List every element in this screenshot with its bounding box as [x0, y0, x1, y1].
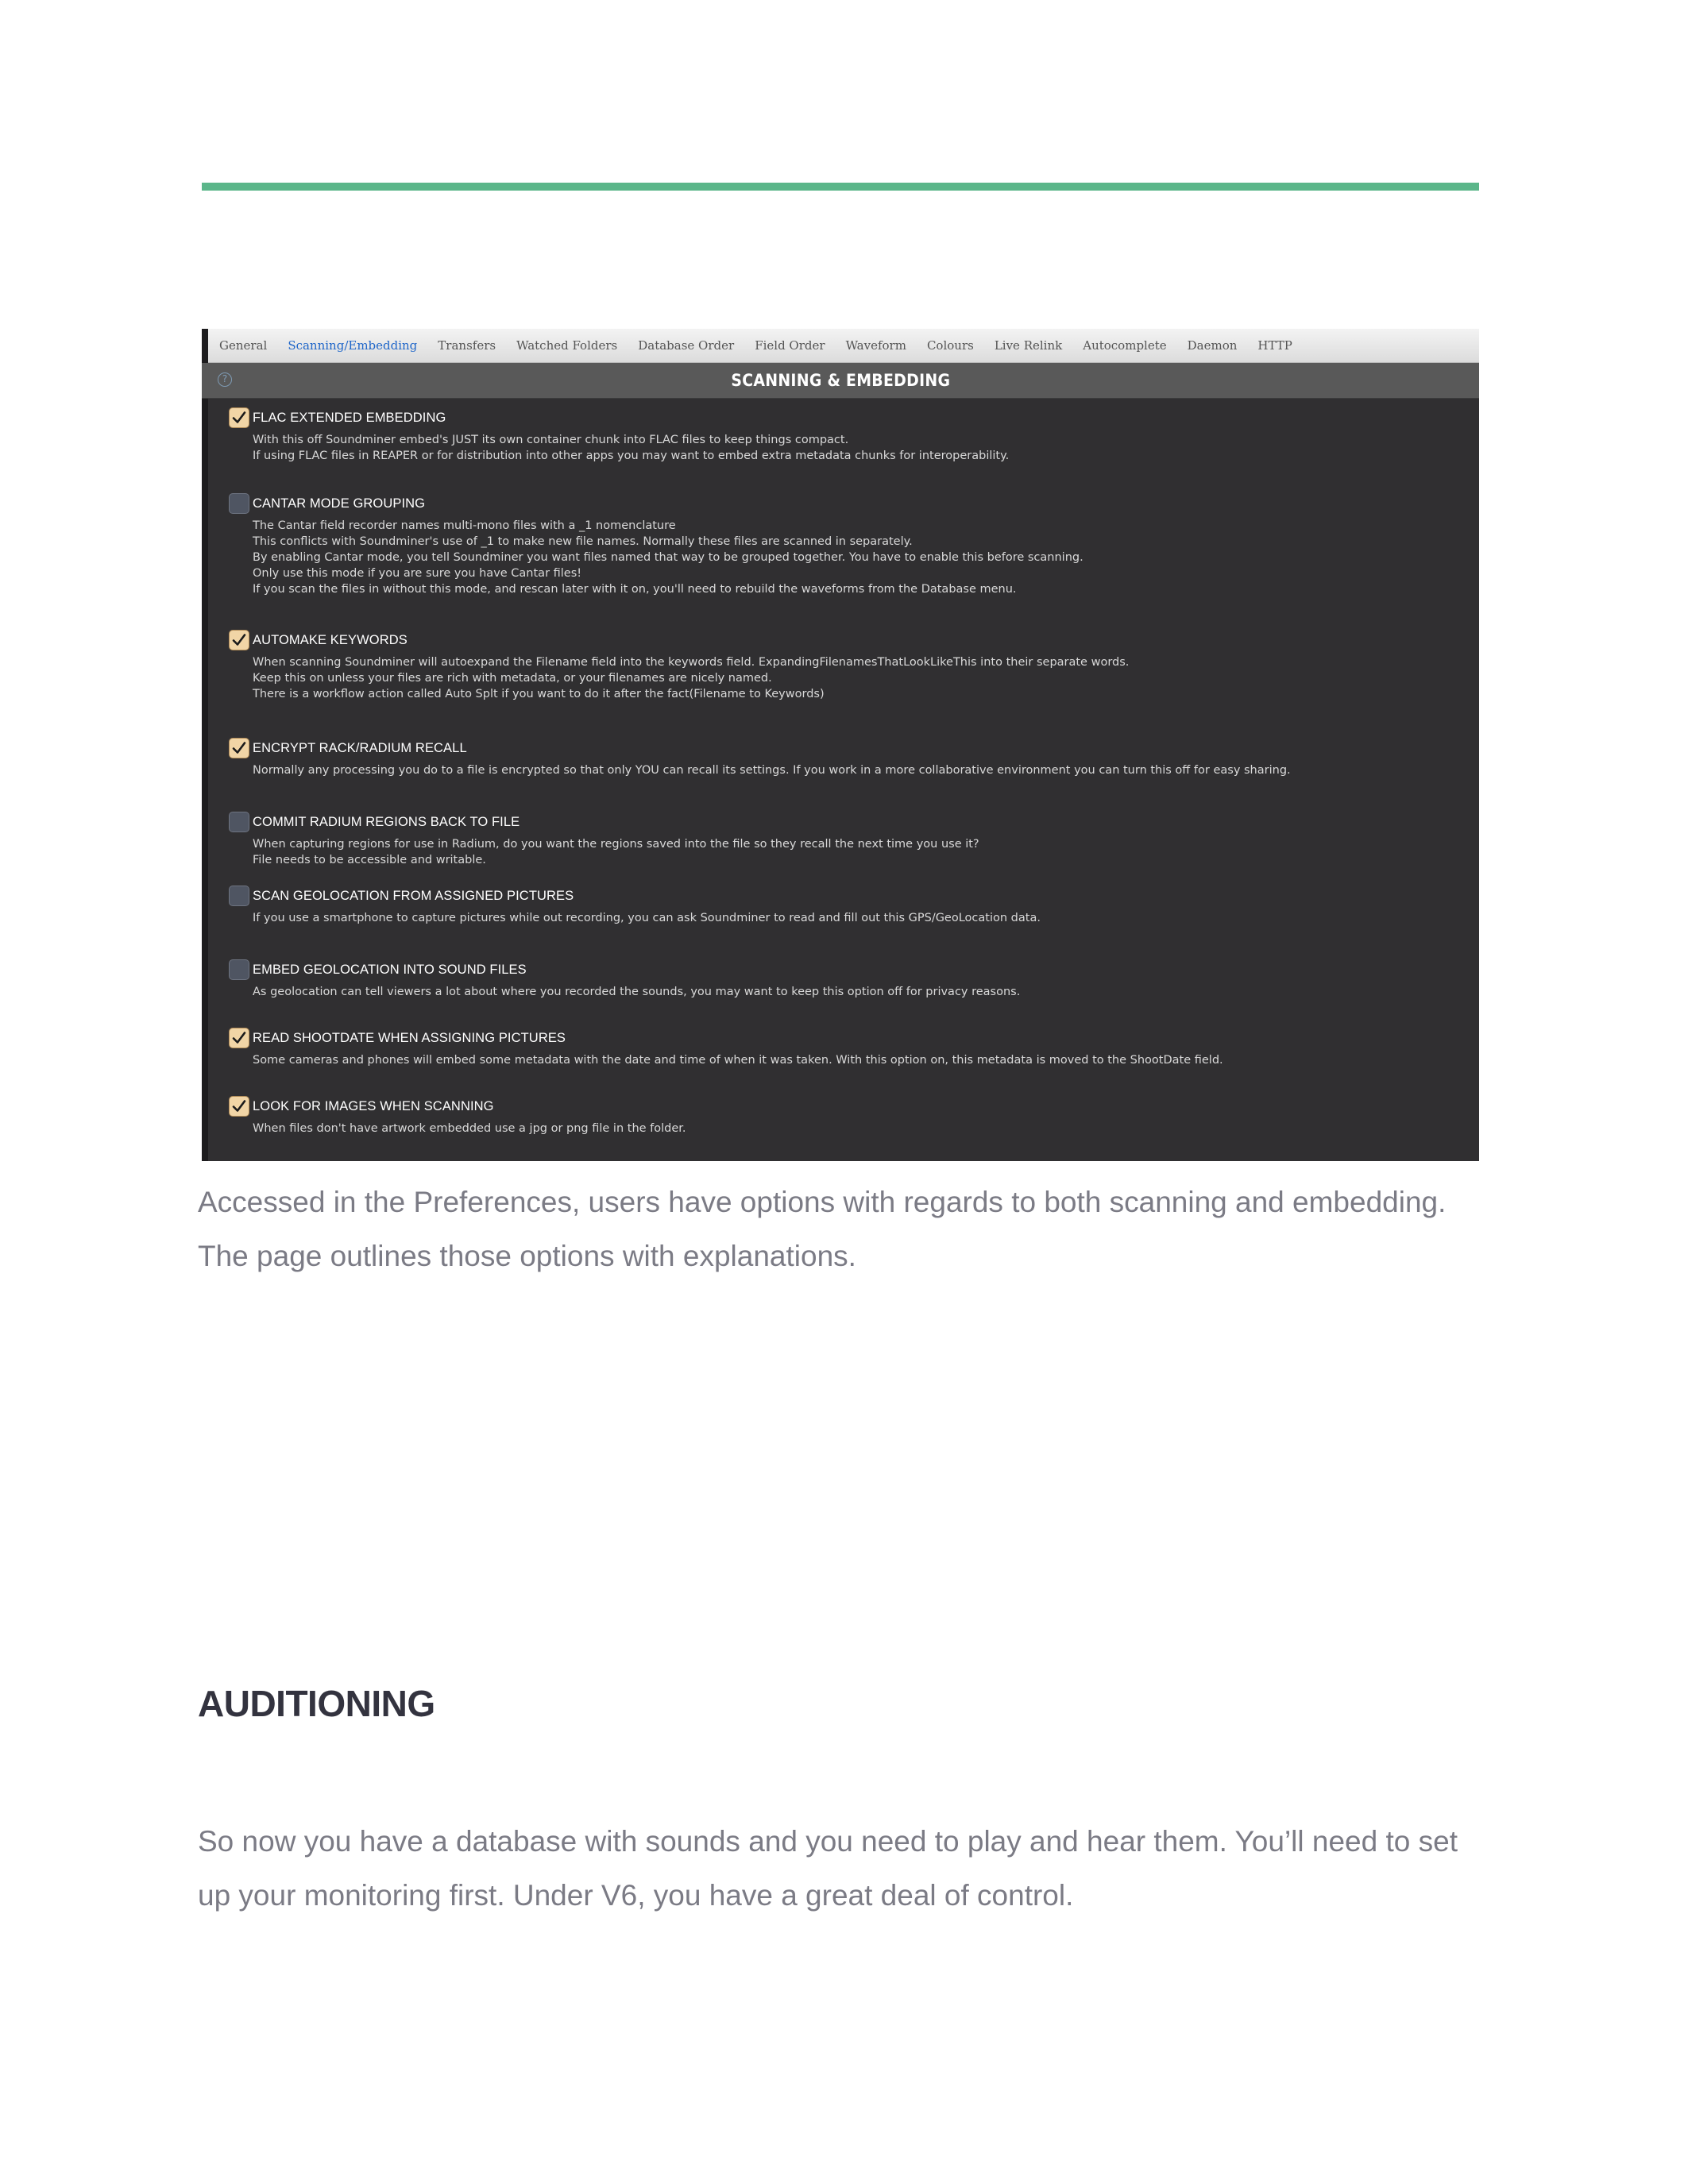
option-label: CANTAR MODE GROUPING — [253, 496, 426, 511]
description-line: The Cantar field recorder names multi-mono files with a _1 nomenclature — [253, 519, 676, 532]
option-commit-radium-regions — [229, 811, 1463, 868]
description-line: Only use this mode if you are sure you have Cantar files! — [253, 567, 582, 580]
checkbox-unchecked[interactable] — [229, 812, 249, 832]
option-description — [253, 518, 1463, 597]
description-line: Normally any processing you do to a file is encrypted so that only YOU can recall its settings. If you work in a more collaborative environment you can turn this off for easy sharing. — [253, 764, 1291, 777]
option-label: EMBED GEOLOCATION INTO SOUND FILES — [253, 962, 527, 977]
option-description — [253, 762, 1463, 778]
body-line: So now you have a database with sounds and you need to play and hear them. You’ll need to set — [198, 1825, 1458, 1858]
description-line: If you scan the files in without this mode, and rescan later with it on, you'll need to rebuild the waveforms from the Database menu. — [253, 583, 1017, 596]
option-description — [253, 654, 1463, 702]
option-flac-extended-embedding — [229, 407, 1463, 464]
description-line: Some cameras and phones will embed some metadata with the date and time of when it was taken. With this option on, this metadata is moved to the ShootDate field. — [253, 1054, 1223, 1067]
description-line: If using FLAC files in REAPER or for distribution into other apps you may want to embed extra metadata chunks for interoperability. — [253, 450, 1010, 462]
option-label: AUTOMAKE KEYWORDS — [253, 632, 408, 647]
option-cantar-mode-grouping — [229, 492, 1463, 597]
option-label: READ SHOOTDATE WHEN ASSIGNING PICTURES — [253, 1030, 566, 1045]
screenshot-caption — [198, 1175, 1493, 1283]
description-line: Keep this on unless your files are rich with metadata, or your filenames are nicely named. — [253, 672, 772, 685]
option-label: LOOK FOR IMAGES WHEN SCANNING — [253, 1098, 494, 1113]
option-scan-geolocation — [229, 885, 1463, 926]
checkmark-icon — [231, 632, 247, 648]
tab-transfers[interactable]: Transfers — [438, 338, 496, 353]
caption-line: Accessed in the Preferences, users have options with regards to both scanning and embedding. — [198, 1186, 1447, 1218]
checkbox-checked[interactable] — [229, 630, 249, 650]
checkmark-icon — [231, 740, 247, 756]
panel-title: SCANNING & EMBEDDING — [731, 371, 950, 390]
help-icon[interactable]: ? — [218, 372, 232, 387]
window-edge — [202, 329, 208, 1161]
option-automake-keywords — [229, 629, 1463, 702]
option-label: ENCRYPT RACK/RADIUM RECALL — [253, 740, 467, 755]
description-line: There is a workflow action called Auto Splt if you want to do it after the fact(Filename to Keywords) — [253, 688, 825, 700]
checkmark-icon — [231, 1030, 247, 1046]
tab-general[interactable]: General — [219, 338, 268, 353]
preferences-tab-bar — [202, 329, 1479, 363]
section-body — [198, 1815, 1493, 1923]
description-line: This conflicts with Soundminer's use of _1 to make new file names. Normally these files are scanned in separately. — [253, 535, 913, 548]
option-embed-geolocation — [229, 959, 1463, 1000]
tab-colours[interactable]: Colours — [926, 338, 974, 353]
option-label: COMMIT RADIUM REGIONS BACK TO FILE — [253, 814, 520, 829]
option-description — [253, 836, 1463, 868]
tab-watched-folders[interactable]: Watched Folders — [516, 338, 618, 353]
checkbox-unchecked[interactable] — [229, 959, 249, 980]
tab-scanning-embedding[interactable]: Scanning/Embedding — [288, 338, 418, 353]
description-line: File needs to be accessible and writable. — [253, 854, 486, 866]
description-line: If you use a smartphone to capture pictures while out recording, you can ask Soundminer to read and fill out this GPS/GeoLocation data. — [253, 912, 1041, 924]
description-line: As geolocation can tell viewers a lot about where you recorded the sounds, you may want to keep this option off for privacy reasons. — [253, 986, 1021, 998]
checkmark-icon — [231, 1098, 247, 1114]
tab-waveform[interactable]: Waveform — [845, 338, 906, 353]
preferences-screenshot — [202, 329, 1479, 1161]
option-description — [253, 1052, 1463, 1068]
section-divider — [202, 183, 1479, 191]
checkbox-unchecked[interactable] — [229, 493, 249, 514]
checkbox-checked[interactable] — [229, 738, 249, 758]
option-description — [253, 1121, 1463, 1136]
description-line: When scanning Soundminer will autoexpand the Filename field into the keywords field. ExpandingFilenamesThatLookLikeThis into their separate words. — [253, 656, 1130, 669]
checkbox-checked[interactable] — [229, 1096, 249, 1117]
tab-daemon[interactable]: Daemon — [1187, 338, 1238, 353]
option-label: FLAC EXTENDED EMBEDDING — [253, 410, 446, 425]
checkbox-checked[interactable] — [229, 1028, 249, 1048]
checkbox-unchecked[interactable] — [229, 886, 249, 906]
description-line: By enabling Cantar mode, you tell Soundminer you want files named that way to be grouped together. You have to enable this before scanning. — [253, 551, 1083, 564]
checkmark-icon — [231, 410, 247, 426]
option-description — [253, 984, 1463, 1000]
tab-field-order[interactable]: Field Order — [755, 338, 825, 353]
description-line: When files don't have artwork embedded use a jpg or png file in the folder. — [253, 1122, 686, 1135]
option-description — [253, 432, 1463, 464]
section-heading: AUDITIONING — [198, 1683, 435, 1724]
body-line: up your monitoring first. Under V6, you have a great deal of control. — [198, 1879, 1074, 1912]
panel-title-bar — [202, 363, 1479, 399]
checkbox-checked[interactable] — [229, 407, 249, 428]
description-line: With this off Soundminer embed's JUST its own container chunk into FLAC files to keep things compact. — [253, 434, 849, 446]
tab-live-relink[interactable]: Live Relink — [994, 338, 1063, 353]
option-description — [253, 910, 1463, 926]
caption-line: The page outlines those options with explanations. — [198, 1240, 856, 1272]
option-encrypt-rack-radium-recall — [229, 737, 1463, 778]
description-line: When capturing regions for use in Radium, do you want the regions saved into the file so they recall the next time you use it? — [253, 838, 979, 851]
option-look-for-images — [229, 1095, 1463, 1136]
option-read-shootdate — [229, 1027, 1463, 1068]
tab-autocomplete[interactable]: Autocomplete — [1083, 338, 1167, 353]
tab-database-order[interactable]: Database Order — [638, 338, 735, 353]
option-label: SCAN GEOLOCATION FROM ASSIGNED PICTURES — [253, 888, 574, 903]
tab-http[interactable]: HTTP — [1257, 338, 1292, 353]
